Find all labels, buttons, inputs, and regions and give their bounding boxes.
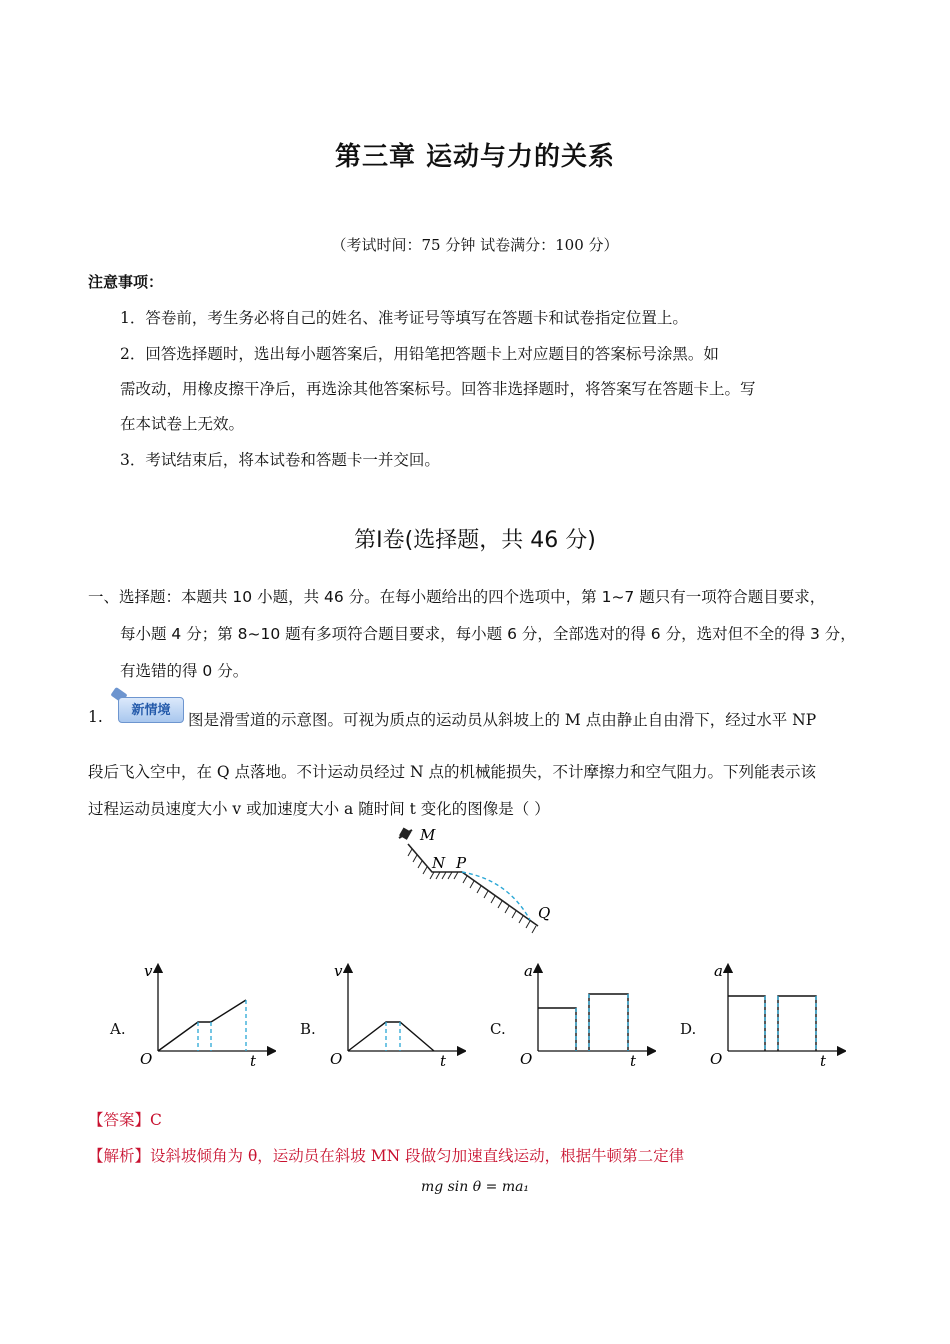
x-axis-label: t	[440, 1052, 447, 1070]
origin-label: O	[710, 1050, 723, 1068]
newton-formula: mg sin θ = ma₁	[420, 1179, 530, 1195]
origin-label: O	[520, 1050, 533, 1068]
answer-line	[88, 1108, 162, 1130]
notice-item-3: 3．考试结束后，将本试卷和答题卡一并交回。	[120, 451, 440, 469]
notice-item-2: 2．回答选择题时，选出每小题答案后，用铅笔把答题卡上对应题目的答案标号涂黑。如	[120, 345, 719, 363]
y-axis-label: v	[334, 962, 343, 980]
y-axis-label: v	[144, 962, 153, 980]
notice-item-2-cont: 需改动，用橡皮擦干净后，再选涂其他答案标号。回答非选择题时，将答案写在答题卡上。写	[120, 380, 756, 398]
analysis-tag: 【解析】	[88, 1147, 151, 1165]
question-text-line-2: 段后飞入空中，在 Q 点落地。不计运动员经过 N 点的机械能损失，不计摩擦力和空气阻力。下列能表示该	[88, 763, 816, 781]
page-title: 第三章 运动与力的关系	[334, 142, 616, 172]
graph-line-second	[778, 996, 816, 1051]
option-c-label[interactable]: C.	[490, 1020, 506, 1038]
option-b-label[interactable]: B.	[300, 1020, 316, 1038]
analysis-text: 设斜坡倾角为 θ，运动员在斜坡 MN 段做匀加速直线运动，根据牛顿第二定律	[150, 1147, 685, 1165]
notice-item-2-end: 在本试卷上无效。	[120, 415, 245, 433]
option-a-graph[interactable]	[136, 960, 276, 1072]
origin-label: O	[330, 1050, 343, 1068]
x-axis-label: t	[250, 1052, 257, 1070]
option-d-label[interactable]: D.	[680, 1020, 697, 1038]
graph-line	[348, 1022, 434, 1051]
section-title: 第Ⅰ卷(选择题，共 46 分)	[354, 528, 596, 553]
ski-slope-diagram	[390, 822, 560, 942]
option-d-graph[interactable]	[706, 960, 846, 1072]
option-a-label[interactable]: A.	[110, 1020, 126, 1038]
point-m-label: M	[420, 826, 436, 844]
slope-surface	[408, 844, 538, 926]
graph-line	[158, 1000, 246, 1051]
answer-value: C	[150, 1111, 162, 1129]
option-b-graph[interactable]	[326, 960, 466, 1072]
skier-icon	[399, 828, 412, 840]
analysis-line	[88, 1144, 684, 1166]
origin-label: O	[140, 1050, 153, 1068]
notice-heading: 注意事项：	[88, 273, 164, 291]
notice-item-1: 1．答卷前，考生务必将自己的姓名、准考证号等填写在答题卡和试卷指定位置上。	[120, 309, 688, 327]
graph-line-first	[538, 1008, 576, 1051]
y-axis-label: a	[524, 962, 533, 980]
part-one-line-1: 一、选择题：本题共 10 小题，共 46 分。在每小题给出的四个选项中，第 1~7 题只有一项符合题目要求，	[88, 588, 826, 606]
new-context-badge: 新情境	[118, 697, 184, 723]
question-text-line-3: 过程运动员速度大小 v 或加速度大小 a 随时间 t 变化的图像是（ ）	[88, 800, 550, 818]
graph-line-first	[728, 996, 765, 1051]
question-text-line-1: 图是滑雪道的示意图。可视为质点的运动员从斜坡上的 M 点由静止自由滑下，经过水平 NP	[188, 711, 817, 729]
y-axis-label: a	[714, 962, 723, 980]
x-axis-label: t	[630, 1052, 637, 1070]
part-one-line-2: 每小题 4 分；第 8~10 题有多项符合题目要求，每小题 6 分，全部选对的得 6 分，选对但不全的得 3 分，	[120, 625, 856, 643]
exam-info: （考试时间：75 分钟 试卷满分：100 分）	[331, 236, 619, 254]
point-p-label: P	[456, 854, 467, 872]
part-one-line-3: 有选错的得 0 分。	[120, 662, 249, 680]
point-n-label: N	[432, 854, 446, 872]
option-c-graph[interactable]	[516, 960, 656, 1072]
graph-line-second	[589, 994, 628, 1051]
answer-tag: 【答案】	[88, 1111, 151, 1129]
question-number: 1.	[88, 708, 103, 726]
point-q-label: Q	[538, 904, 551, 922]
x-axis-label: t	[820, 1052, 827, 1070]
